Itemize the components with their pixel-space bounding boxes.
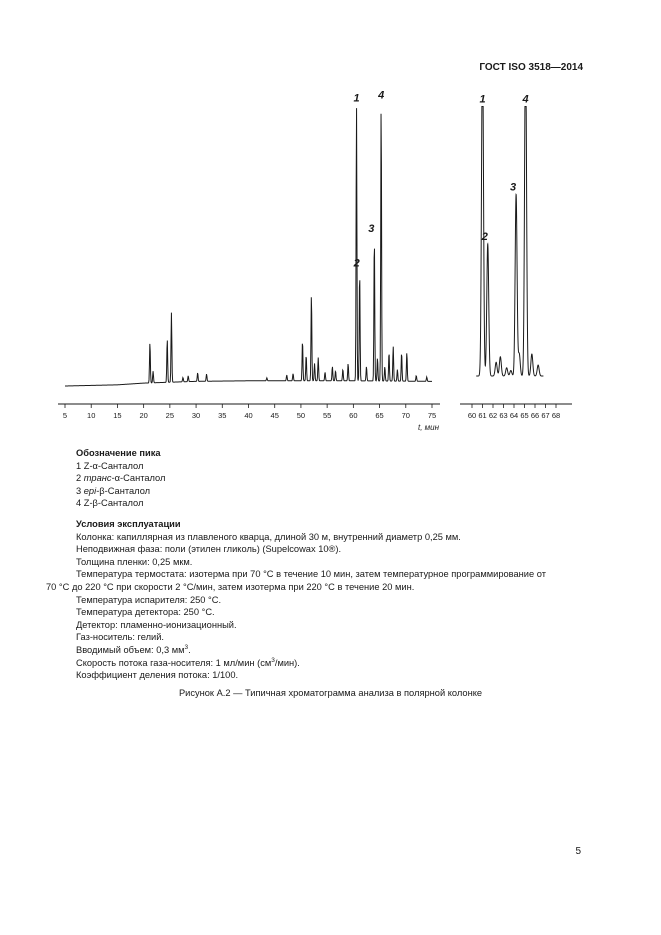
chromatogram-main-panel bbox=[58, 90, 440, 420]
peak-label: 4 bbox=[522, 93, 529, 106]
standard-header: ГОСТ ISO 3518—2014 bbox=[479, 62, 583, 73]
x-tick-label: 20 bbox=[139, 411, 148, 420]
x-tick-label: 68 bbox=[551, 411, 561, 420]
peak-label: 2 bbox=[481, 231, 488, 243]
condition-detector-temp: Температура детектора: 250 °С. bbox=[76, 607, 215, 618]
condition-phase: Неподвижная фаза: поли (этилен гликоль) (Supelcowax 10®). bbox=[76, 544, 342, 555]
condition-detector: Детектор: пламенно-ионизационный. bbox=[76, 619, 237, 630]
x-tick-label: 5 bbox=[62, 411, 68, 420]
x-tick-label: 63 bbox=[499, 411, 508, 420]
x-tick-label: 25 bbox=[165, 411, 175, 420]
condition-flow: Скорость потока газа-носителя: 1 мл/мин $(см^3/мин)$. bbox=[76, 656, 300, 668]
x-tick-label: 30 bbox=[191, 411, 201, 420]
legend-item: 1 Z-α-Санталол bbox=[76, 460, 144, 471]
x-tick-label: 62 bbox=[488, 411, 498, 420]
condition-film: Толщина пленки: 0,25 мкм. bbox=[76, 556, 193, 567]
x-tick-label: 67 bbox=[541, 411, 550, 420]
x-tick-label: 60 bbox=[467, 411, 477, 420]
x-tick-label: 35 bbox=[218, 411, 227, 420]
x-tick-label: 40 bbox=[244, 411, 253, 420]
page-number: 5 bbox=[575, 846, 581, 857]
legend-item: 2 транс-α-Санталол bbox=[76, 473, 166, 484]
peak-label: 2 bbox=[353, 257, 360, 270]
legend-title: Обозначение пика bbox=[76, 448, 161, 458]
x-tick-label: 75 bbox=[427, 411, 437, 420]
x-tick-label: 66 bbox=[530, 411, 540, 420]
peak-label: 1 bbox=[353, 92, 360, 105]
x-tick-label: 70 bbox=[401, 411, 410, 420]
legend-item: 4 Z-β-Санталол bbox=[76, 498, 144, 509]
x-tick-label: 65 bbox=[375, 411, 384, 420]
x-tick-label: 55 bbox=[322, 411, 332, 420]
peak-legend bbox=[76, 447, 165, 510]
x-tick-label: 65 bbox=[520, 411, 529, 420]
peak-label: 3 bbox=[510, 181, 517, 194]
condition-volume: Вводимый объем: 0,3 $мм^3$. bbox=[76, 643, 191, 655]
x-tick-label: 61 bbox=[478, 411, 487, 420]
condition-column: Колонка: капиллярная из плавленого кварца, длиной 30 м, внутренний диаметр 0,25 мм. bbox=[76, 531, 461, 542]
chromatogram-trace bbox=[65, 108, 432, 386]
x-tick-label: 15 bbox=[113, 411, 122, 420]
chromatogram-zoom-panel bbox=[460, 94, 572, 421]
x-tick-label: 60 bbox=[349, 411, 358, 420]
x-tick-label: 10 bbox=[87, 411, 96, 420]
x-tick-label: 50 bbox=[296, 411, 306, 420]
condition-carrier: Газ-носитель: гелий. bbox=[76, 632, 164, 643]
condition-oven: Температура термостата: изотерма при 70 °С в течение 10 мин, затем температурное программирование от bbox=[76, 569, 546, 580]
condition-injector: Температура испарителя: 250 °С. bbox=[76, 594, 222, 605]
figure-caption: Рисунок А.2 — Типичная хроматограмма анализа в полярной колонке bbox=[178, 688, 483, 698]
chromatogram-chart bbox=[0, 0, 661, 440]
x-axis-label: t, мин bbox=[418, 423, 440, 432]
peak-label: 1 bbox=[479, 93, 486, 106]
condition-oven-cont: 70 °С до 220 °С при скорости 2 °С/мин, затем изотерма при 220 °С в течение 20 мин. bbox=[46, 581, 415, 592]
conditions-title: Условия эксплуатации bbox=[76, 519, 181, 529]
condition-split: Коэффициент деления потока: 1/100. bbox=[76, 670, 239, 681]
x-tick-label: 45 bbox=[270, 411, 279, 420]
x-tick-label: 64 bbox=[509, 411, 519, 420]
legend-item: 3 epi-β-Санталол bbox=[76, 485, 151, 496]
peak-label: 4 bbox=[378, 89, 385, 102]
peak-label: 3 bbox=[368, 222, 375, 235]
operating-conditions bbox=[46, 518, 596, 682]
